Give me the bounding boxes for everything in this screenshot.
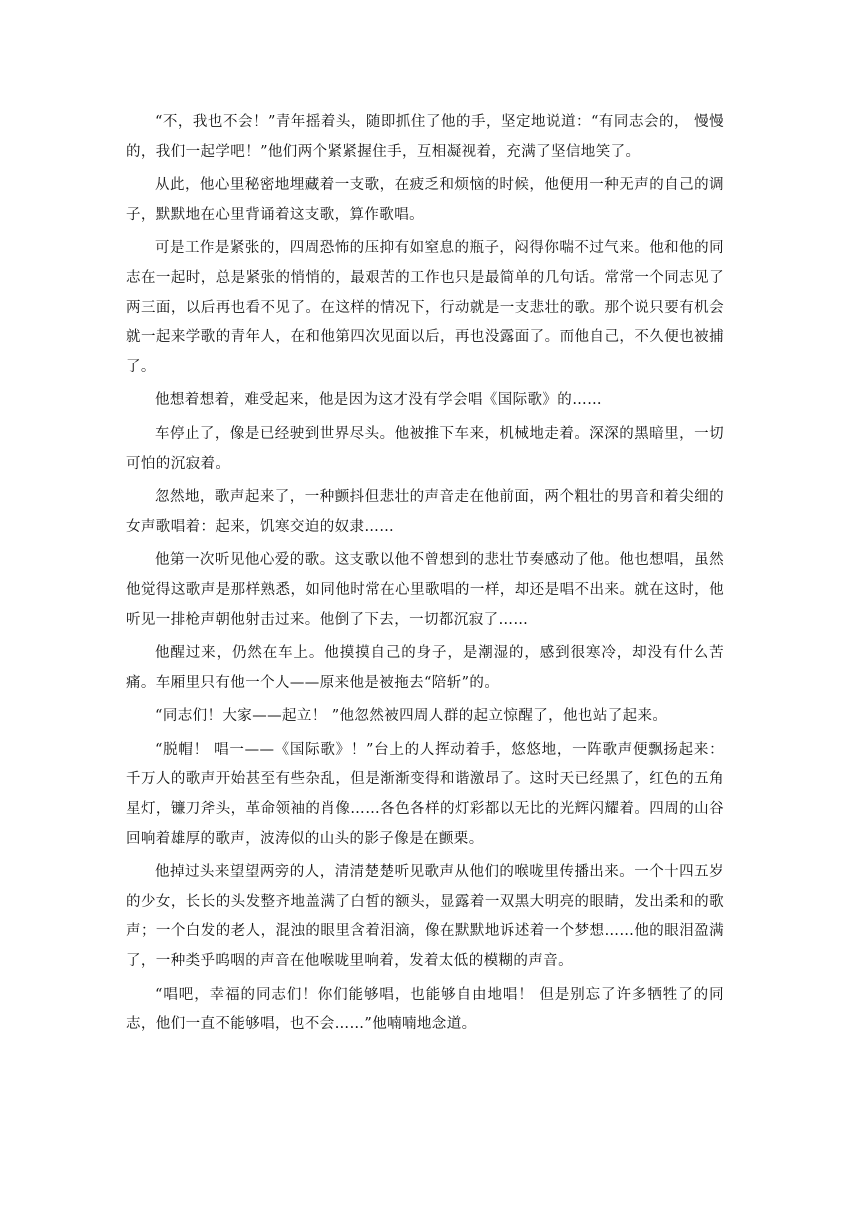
paragraph-5: 车停止了，像是已经驶到世界尽头。他被推下车来，机械地走着。深深的黑暗里，一切可怕的沉寂着。 — [126, 425, 724, 472]
document-body — [126, 108, 724, 1044]
paragraph-8: 他醒过来，仍然在车上。他摸摸自己的身子，是潮湿的，感到很寒冷，却没有什么苦痛。车厢里只有他一个人——原来他是被拖去“陪斩”的。 — [126, 645, 724, 691]
paragraph-9: “同志们！大家——起立！ ”他忽然被四周人群的起立惊醒了，他也站了起来。 — [155, 708, 668, 725]
paragraph-2: 从此，他心里秘密地埋藏着一支歌，在疲乏和烦恼的时候，他便用一种无声的自己的调子，默默地在心里背诵着这支歌，算作歌唱。 — [126, 177, 724, 223]
paragraph-3: 可是工作是紧张的，四周恐怖的压抑有如窒息的瓶子，闷得你喘不过气来。他和他的同志在一起时，总是紧张的悄悄的，最艰苦的工作也只是最简单的几句话。常常一个同志见了两三面，以后再也看不见了。在这样的情况下，行动就是一支悲壮的歌。那个说只要有机会就一起来学歌的青年人，在和他第四次见面以后，再也没露面了。而他自己，不久便也被捕了。 — [126, 240, 724, 375]
paragraph-1: “不，我也不会！”青年摇着头，随即抓住了他的手，坚定地说道：“有同志会的， 慢慢的，我们一起学吧！”他们两个紧紧握住手，互相凝视着，充满了坚信地笑了。 — [126, 114, 724, 160]
paragraph-12: “唱吧，幸福的同志们！你们能够唱，也能够自由地唱！ 但是别忘了许多牺牲了的同志，他们一直不能够唱，也不会……”他喃喃地念道。 — [126, 986, 724, 1033]
paragraph-7: 他第一次听见他心爱的歌。这支歌以他不曾想到的悲壮节奏感动了他。他也想唱，虽然他觉得这歌声是那样熟悉，如同他时常在心里歌唱的一样，却还是唱不出来。就在这时，他听见一排枪声朝他射击过来。他倒了下去，一切都沉寂了…… — [126, 552, 724, 628]
paragraph-6: 忽然地，歌声起来了，一种颤抖但悲壮的声音走在他前面，两个粗壮的男音和着尖细的女声歌唱着：起来，饥寒交迫的奴隶…… — [126, 489, 724, 535]
paragraph-4: 他想着想着，难受起来，他是因为这才没有学会唱《国际歌》的…… — [155, 392, 602, 409]
paragraph-10: “脱帽！ 唱一——《国际歌》！”台上的人挥动着手，悠悠地，一阵歌声便飘扬起来：千万人的歌声开始甚至有些杂乱，但是渐渐变得和谐激昂了。这时天已经黑了，红色的五角星灯，镰刀斧头，革命领袖的肖像……各色各样的灯彩都以无比的光辉闪耀着。四周的山谷回响着雄厚的歌声，波涛似的山头的影子像是在颤栗。 — [126, 741, 724, 847]
paragraph-11: 他掉过头来望望两旁的人，清清楚楚听见歌声从他们的喉咙里传播出来。一个十四五岁的少女，长长的头发整齐地盖满了白皙的额头，显露着一双黑大明亮的眼睛，发出柔和的歌声；一个白发的老人，混浊的眼里含着泪滴，像在默默地诉述着一个梦想……他的眼泪盈满了，一种类乎呜咽的声音在他喉咙里响着，发着太低的模糊的声音。 — [126, 864, 724, 970]
